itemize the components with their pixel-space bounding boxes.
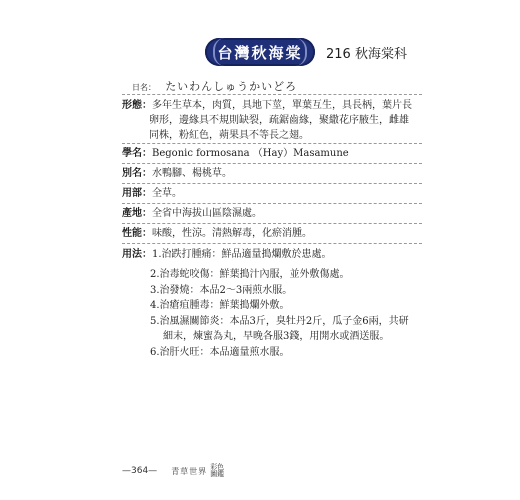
habitat-value: 全省中海拔山區陰濕處。 bbox=[152, 208, 262, 219]
usage-label: 用法： bbox=[122, 249, 152, 260]
section-divider bbox=[122, 203, 422, 204]
habitat-label: 產地： bbox=[122, 208, 152, 219]
usage-list bbox=[150, 267, 430, 360]
book-subtitle: 彩色圖鑑 bbox=[210, 463, 225, 478]
scientific-name-label: 學名： bbox=[122, 148, 152, 159]
used-part-entry bbox=[122, 186, 422, 201]
usage-item-3: 3.治發燒：本品2～3兩煎水服。 bbox=[150, 284, 293, 296]
morphology-line-3: 同株，粉紅色，蒴果具不等長之翅。 bbox=[149, 130, 309, 141]
usage-item-4: 4.治瘡疽腫毒：鮮葉搗爛外敷。 bbox=[150, 300, 290, 311]
alias-label: 別名： bbox=[122, 168, 152, 179]
used-part-label: 用部： bbox=[122, 188, 152, 199]
scientific-name-entry bbox=[122, 146, 422, 161]
property-entry bbox=[122, 226, 422, 241]
section-divider bbox=[122, 243, 422, 244]
property-label: 性能： bbox=[122, 228, 152, 239]
alias-value: 水鴨腳、楊桃草。 bbox=[152, 168, 232, 179]
plant-number-family: 216 秋海棠科 bbox=[326, 47, 407, 62]
usage-item-5-continued: 細末，煉蜜為丸，早晚各服3錢，用開水或酒送服。 bbox=[163, 331, 390, 342]
usage-item-6: 6.治肝火旺：本品適量煎水服。 bbox=[150, 346, 290, 358]
plant-title: 台灣秋海棠 bbox=[217, 43, 303, 62]
section-divider bbox=[122, 143, 422, 144]
scientific-name-value: Begonic formosana （Hay）Masamune bbox=[152, 148, 349, 159]
section-divider bbox=[122, 163, 422, 164]
morphology-entry bbox=[122, 98, 422, 143]
japanese-name-value: たいわんしゅうかいどろ bbox=[165, 80, 298, 93]
usage-item-2: 2.治毒蛇咬傷：鮮葉搗汁內服，並外敷傷處。 bbox=[150, 269, 350, 280]
page-footer bbox=[122, 464, 224, 478]
japanese-name-label: 日名： bbox=[132, 83, 156, 92]
page-number: —364— bbox=[122, 466, 158, 476]
used-part-value: 全草。 bbox=[152, 188, 182, 199]
book-title: 青草世界 bbox=[171, 466, 208, 476]
section-divider bbox=[122, 183, 422, 184]
habitat-entry bbox=[122, 206, 422, 221]
section-divider bbox=[122, 223, 422, 224]
usage-entry bbox=[122, 247, 422, 262]
morphology-line-1: 多年生草本，肉質，具地下莖，單葉互生，具長柄，葉片長 bbox=[152, 100, 412, 111]
morphology-label: 形態： bbox=[122, 100, 152, 111]
usage-item-1: 1.治跌打腫痛：鮮品適量搗爛敷於患處。 bbox=[152, 249, 332, 260]
japanese-name-line bbox=[132, 78, 297, 94]
usage-item-5: 5.治風濕關節炎：本品3斤，臭牡丹2斤，瓜子金6兩，共研 bbox=[150, 315, 409, 327]
alias-entry bbox=[122, 166, 422, 181]
property-value: 味酸，性涼。清熱解毒，化瘀消腫。 bbox=[152, 228, 312, 239]
header-divider bbox=[122, 94, 422, 95]
title-banner bbox=[205, 38, 315, 66]
morphology-line-2: 卵形，邊緣具不規則缺裂，疏鋸齒緣，聚繖花序腋生，雌雄 bbox=[149, 115, 409, 126]
